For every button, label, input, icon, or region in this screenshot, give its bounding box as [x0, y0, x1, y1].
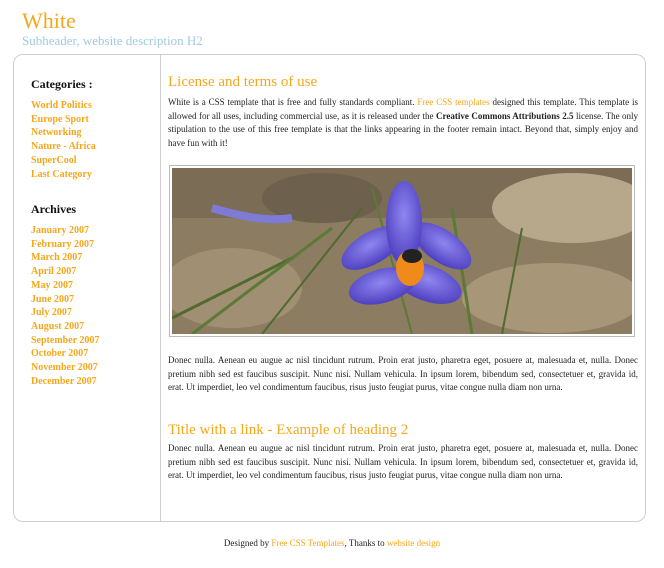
- category-link[interactable]: World Politics: [31, 100, 92, 111]
- sidebar: [14, 55, 161, 521]
- archive-link[interactable]: April 2007: [31, 266, 77, 278]
- intro-text-3: license. The only stipulation to the use of this free template is that the links appearing in the footer remain intact. Beyond that, simply enjoy and have fun with it!: [168, 110, 639, 148]
- categories-heading: Categories :: [31, 77, 93, 91]
- footer-middle: , Thanks to: [344, 538, 385, 548]
- categories-list: [31, 99, 96, 181]
- archives-list: [31, 224, 99, 388]
- archive-link[interactable]: July 2007: [31, 307, 72, 319]
- intro-text-2: designed this template. This template is allowed for all uses, including commercial use, as it is released under the: [168, 97, 639, 121]
- crocus-photo: [169, 165, 635, 337]
- archives-heading: Archives: [31, 202, 77, 216]
- category-link[interactable]: Networking: [31, 127, 82, 139]
- heading-title-link[interactable]: Title with a link - Example of heading 2: [168, 422, 409, 438]
- category-link[interactable]: Nature - Africa: [31, 141, 96, 153]
- category-link[interactable]: Europe Sport: [31, 113, 89, 125]
- footer-prefix: Designed by: [223, 538, 270, 548]
- content-frame: [13, 54, 646, 522]
- intro-text-1: White is a CSS template that is free and fully standards compliant.: [168, 97, 415, 107]
- intro-paragraph: [168, 96, 638, 150]
- footer-free-css-link[interactable]: Free CSS Templates: [271, 538, 345, 548]
- archive-link[interactable]: January 2007: [31, 225, 90, 236]
- category-link[interactable]: SuperCool: [31, 154, 77, 166]
- archive-link[interactable]: March 2007: [31, 252, 83, 264]
- footer-website-design-link[interactable]: website design: [386, 538, 441, 548]
- footer: [0, 538, 664, 548]
- archive-link[interactable]: October 2007: [31, 348, 89, 360]
- archive-link[interactable]: May 2007: [31, 279, 73, 291]
- archive-link[interactable]: August 2007: [31, 320, 85, 332]
- archive-link[interactable]: December 2007: [31, 375, 97, 387]
- license-name: Creative Commons Attributions 2.5: [436, 110, 574, 121]
- archive-link[interactable]: February 2007: [31, 238, 95, 250]
- free-css-templates-link[interactable]: Free CSS templates: [417, 97, 490, 107]
- lorem-paragraph-2: Donec nulla. Aenean eu augue ac nisl tincidunt rutrum. Proin erat justo, pharetra eget, posuere at, malesuada et, nulla. Donec pretium nibh sed est faucibus suscipit. Nunc nisi. Nullam vehicula. In ipsum lorem, bibendum sed, consectetuer et, gravida id, erat. Ut imperdiet, leo vel condimentum faucibus, risus justo feugiat purus, vitae congue nulla diam non urna.: [168, 443, 638, 481]
- archive-link[interactable]: September 2007: [31, 334, 100, 346]
- heading-license: License and terms of use: [168, 74, 318, 90]
- site-title[interactable]: White: [22, 8, 76, 33]
- archive-link[interactable]: November 2007: [31, 362, 98, 374]
- site-subtitle: Subheader, website description H2: [22, 33, 203, 48]
- lorem-paragraph-1: Donec nulla. Aenean eu augue ac nisl tincidunt rutrum. Proin erat justo, pharetra eget, posuere at, malesuada et, nulla. Donec pretium nibh sed est faucibus suscipit. Nunc nisi. Nullam vehicula. In ipsum lorem, bibendum sed, consectetuer et, gravida id, erat. Ut imperdiet, leo vel condimentum faucibus, risus justo feugiat purus, vitae congue nulla diam non urna.: [168, 355, 638, 393]
- category-link[interactable]: Last Category: [31, 168, 92, 180]
- archive-link[interactable]: June 2007: [31, 293, 75, 305]
- crocus-image: [172, 168, 632, 334]
